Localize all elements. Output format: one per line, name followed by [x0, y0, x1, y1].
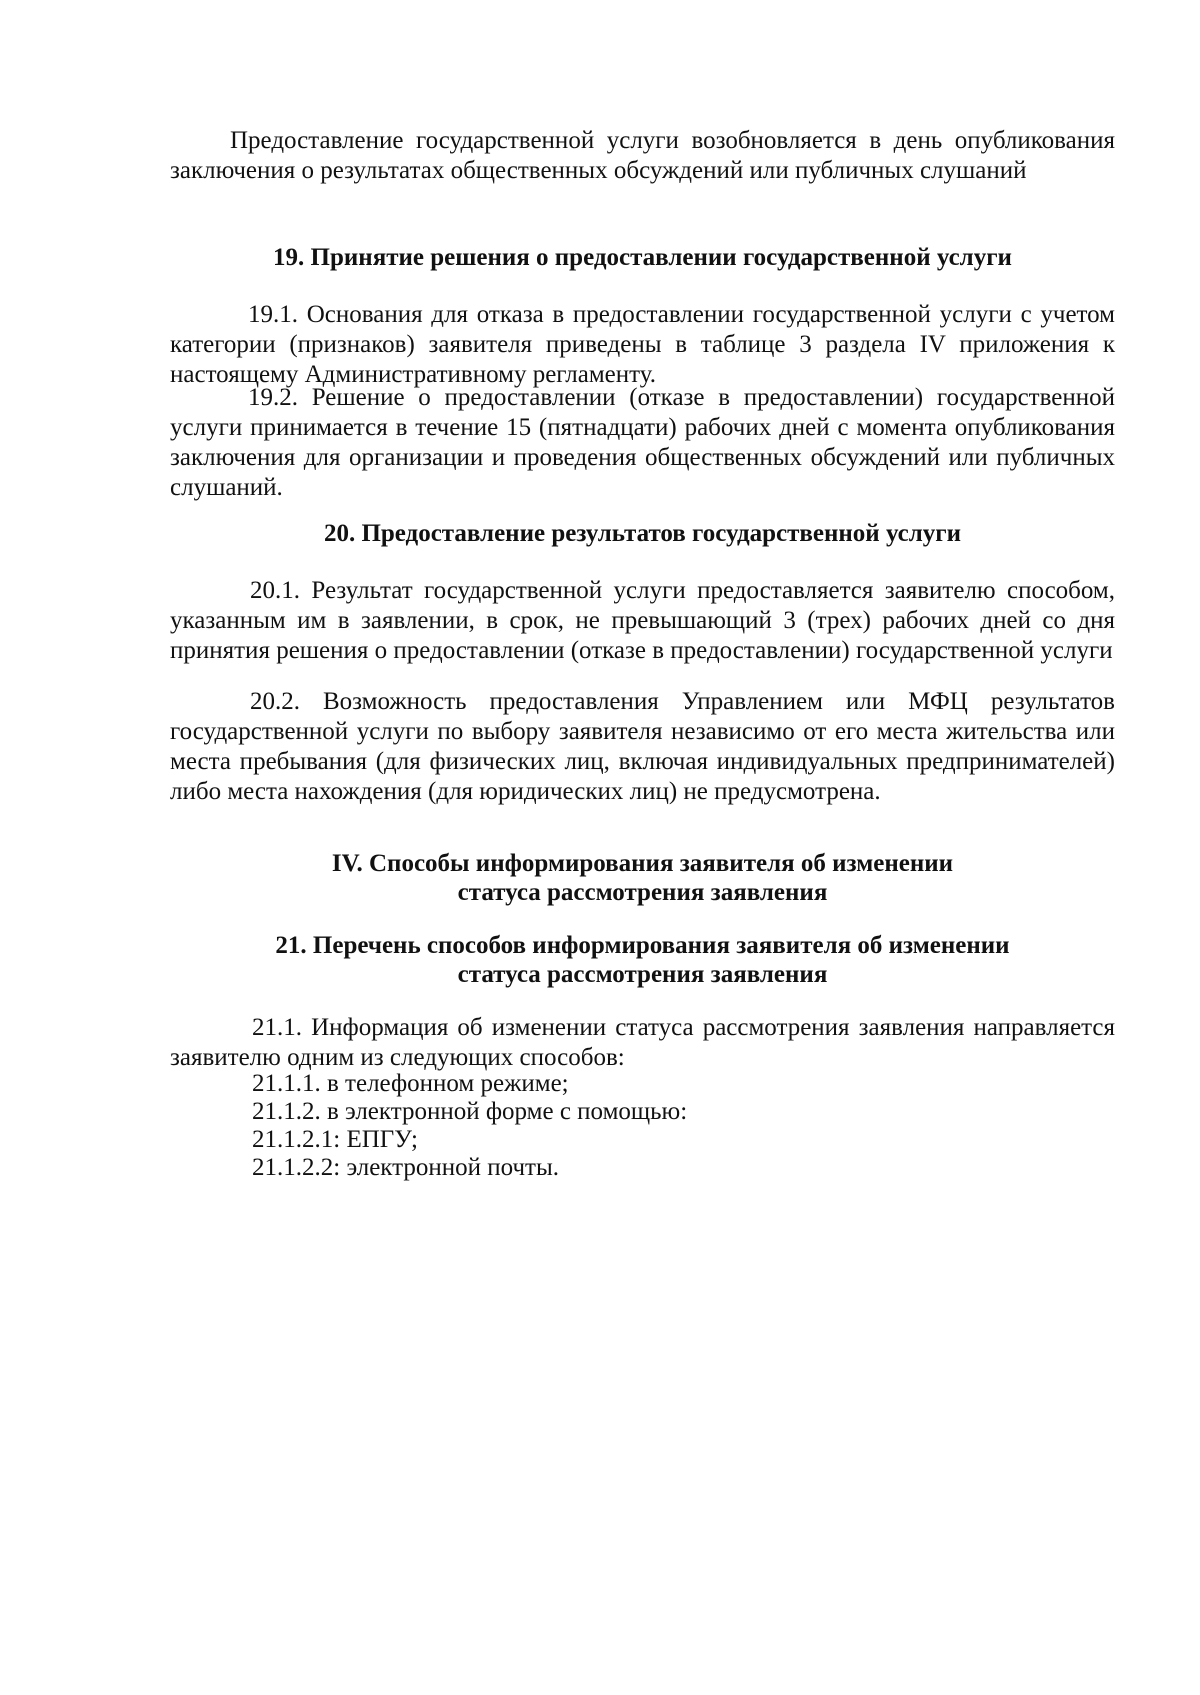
section-20-heading: 20. Предоставление результатов государственной услуги: [323, 520, 962, 547]
section-20-paragraph-2: 20.2. Возможность предоставления Управлением или МФЦ результатов государственной услуги по выбору заявителя независимо от его места жительства или места пребывания (для физических лиц, включая индивидуальных предпринимателей) либо места нахождения (для юридических лиц) не предусмотрена.: [170, 688, 1115, 805]
section-19-paragraph-2: 19.2. Решение о предоставлении (отказе в предоставлении) государственной услуги принимается в течение 15 (пятнадцати) рабочих дней с момента опубликования заключения для организации и проведения общественных обсуждений или публичных слушаний.: [170, 384, 1115, 501]
section-iv-heading-line-2: статуса рассмотрения заявления: [457, 879, 828, 906]
section-21-heading-line-2: статуса рассмотрения заявления: [457, 961, 828, 988]
section-20-paragraph-1: 20.1. Результат государственной услуги предоставляется заявителю способом, указанным им в заявлении, в срок, не превышающий 3 (трех) рабочих дней со дня принятия решения о предоставлении (отказе в предоставлении) государственной услуги: [170, 577, 1115, 664]
list-item: 21.1.2.1: ЕПГУ;: [252, 1126, 418, 1153]
intro-paragraph: Предоставление государственной услуги возобновляется в день опубликования заключения о результатах общественных обсуждений или публичных слушаний: [170, 127, 1115, 184]
section-21-paragraph-1: 21.1. Информация об изменении статуса рассмотрения заявления направляется заявителю одним из следующих способов:: [170, 1014, 1115, 1071]
list-item: 21.1.1. в телефонном режиме;: [252, 1070, 569, 1097]
section-iv-heading-line-1: IV. Способы информирования заявителя об изменении: [331, 850, 954, 877]
list-item: 21.1.2.2: электронной почты.: [252, 1154, 560, 1181]
list-item: 21.1.2. в электронной форме с помощью:: [252, 1098, 688, 1125]
section-19-paragraph-1: 19.1. Основания для отказа в предоставлении государственной услуги с учетом категории (признаков) заявителя приведены в таблице 3 раздела IV приложения к настоящему Административному регламенту.: [170, 301, 1115, 388]
section-19-heading: 19. Принятие решения о предоставлении государственной услуги: [273, 244, 1012, 271]
section-21-heading-line-1: 21. Перечень способов информирования заявителя об изменении: [275, 932, 1010, 959]
